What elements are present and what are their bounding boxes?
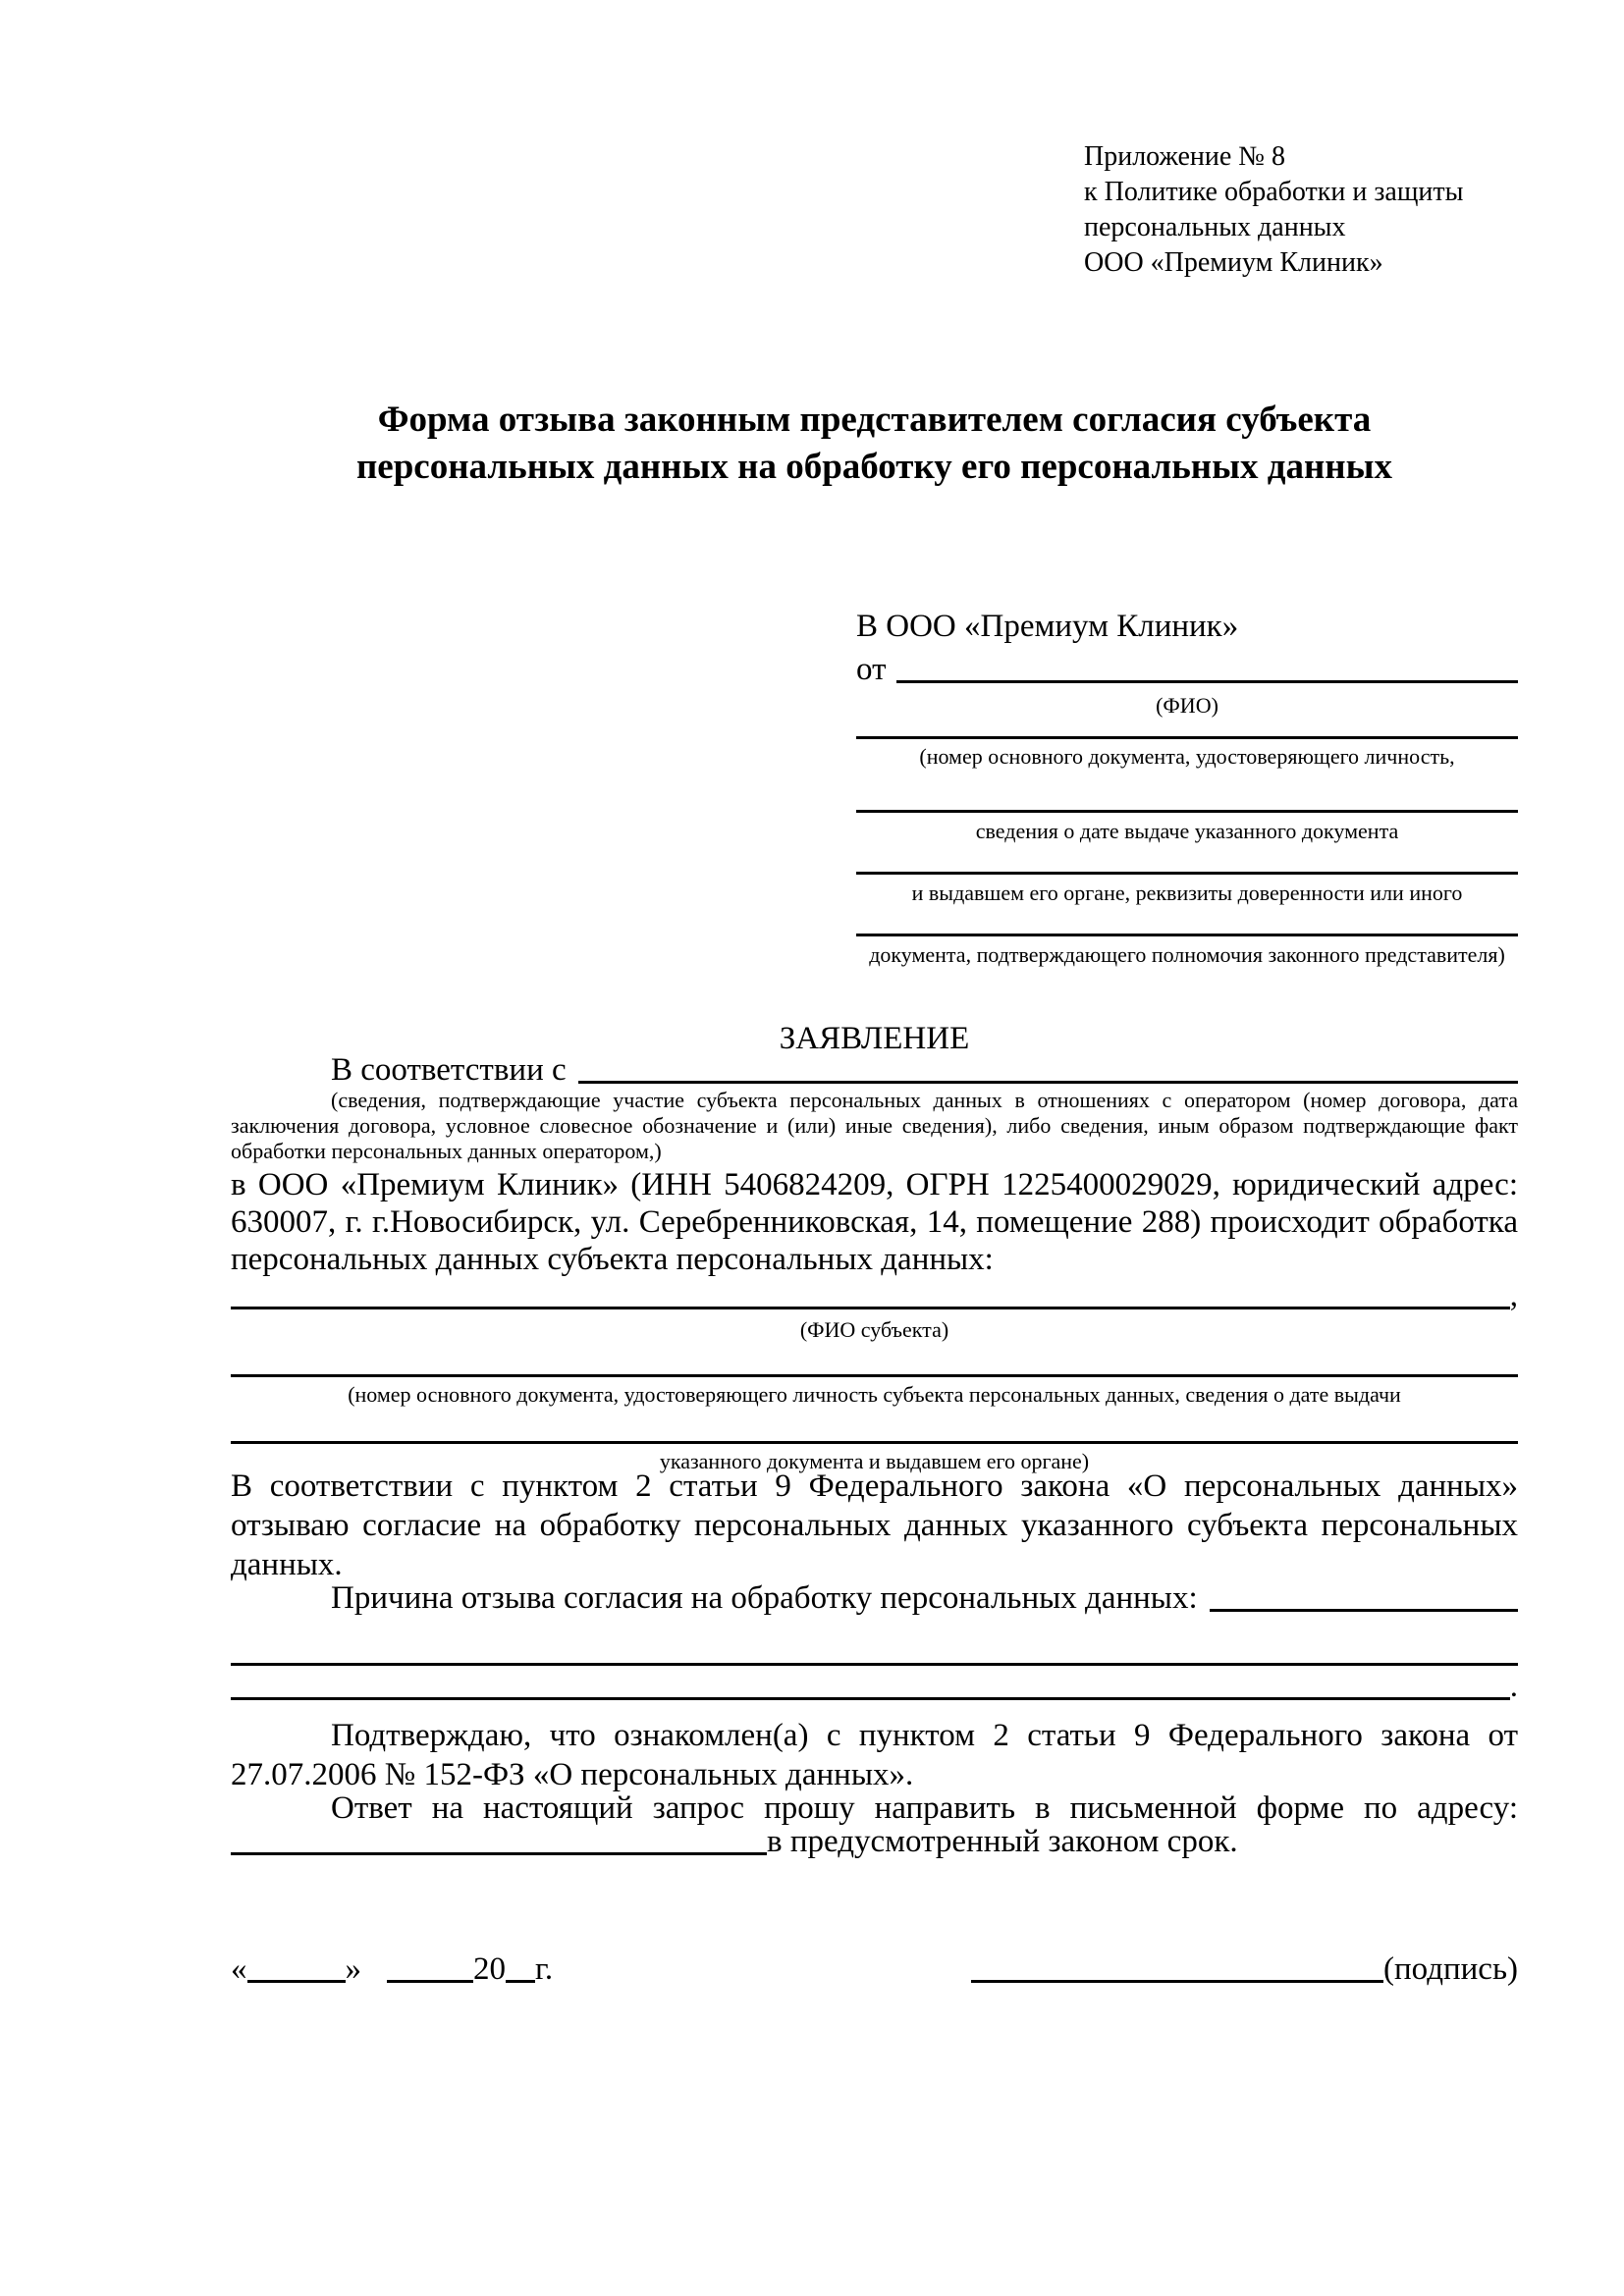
intro-label: В соответствии с [331,1052,567,1088]
reason-extra-row [231,1667,1518,1706]
day-blank [247,1949,346,1983]
subject-fio-caption: (ФИО субъекта) [799,1317,949,1342]
annex-line: Приложение № 8 [1084,141,1285,172]
from-label: от [856,652,887,687]
doc-power-blank [856,934,1518,936]
annex-line: к Политике обработки и защиты [1084,177,1464,207]
doc-caption-3: и выдавшем его органе, реквизиты доверенности или иного [911,881,1463,905]
doc-issue-date-blank [856,810,1518,813]
year-blank [506,1949,535,1983]
signature-line [971,1949,1518,1989]
reason-extra-blank-1 [231,1663,1518,1666]
blank-trailing-period: . [1509,1669,1518,1704]
intro-row [231,1050,1518,1090]
reply-address-blank [231,1822,767,1855]
doc-authority-blank [856,872,1518,875]
statement-heading: ЗАЯВЛЕНИЕ [779,1021,970,1056]
reply-suffix: в предусмотренный законом срок. [767,1824,1238,1859]
subject-fio-blank [231,1276,1510,1309]
subject-doc-caption-2: указанного документа и выдавшем его органе) [659,1449,1090,1473]
title-line-2: персональных данных на обработку его персональных данных [355,447,1392,487]
doc-caption-1: (номер основного документа, удостоверяющего личность, [919,744,1455,769]
subject-doc-blank-2 [231,1441,1518,1444]
reason-blank [1210,1578,1518,1612]
annex-note [1084,139,1463,281]
addressee-from-row [856,650,1518,689]
doc-caption-2: сведения о дате выдаче указанного документа [975,819,1399,843]
date-line [231,1949,553,1989]
document-title [231,397,1518,491]
small-print-note: (сведения, подтверждающие участие субъекта персональных данных в отношениях с оператором (номер договора, дата заключения договора, условное словесное обозначение и (или) иные сведения), либо сведения, иным образом подтверждающие факт обработки персональных данных оператором,) [231,1088,1518,1163]
quote-close: » [345,1951,361,1987]
doc-number-blank [856,736,1518,739]
annex-line: ООО «Премиум Клиник» [1084,247,1383,278]
footer-row [231,1949,1518,1989]
from-name-blank [896,650,1519,683]
subject-trailing-comma: , [1509,1278,1518,1313]
acknowledgment-paragraph: Подтверждаю, что ознакомлен(а) с пунктом 2 статьи 9 Федерального закона от 27.07.2006 № 152-ФЗ «О персональных данных». [231,1718,1518,1792]
signature-caption: (подпись) [1383,1951,1518,1987]
reason-row [231,1578,1518,1618]
intro-blank [578,1050,1518,1084]
signature-blank [971,1949,1383,1983]
quote-open: « [231,1951,247,1987]
doc-caption-4: документа, подтверждающего полномочия законного представителя) [869,942,1505,967]
addressee-to: В ООО «Премиум Клиник» [856,609,1239,644]
reason-label: Причина отзыва согласия на обработку персональных данных: [331,1580,1198,1616]
title-line-1: Форма отзыва законным представителем согласия субъекта [377,400,1372,440]
century-label: 20 [473,1951,506,1987]
reply-address-row [231,1822,1518,1861]
subject-doc-blank-1 [231,1374,1518,1377]
fio-caption: (ФИО) [1156,693,1218,718]
month-blank [387,1949,473,1983]
reply-line: Ответ на настоящий запрос прошу направить в письменной форме по адресу: [331,1790,1518,1826]
reason-extra-blank-2 [231,1667,1510,1700]
annex-line: персональных данных [1084,212,1346,242]
subject-fio-row [231,1276,1518,1315]
withdrawal-paragraph: В соответствии с пунктом 2 статьи 9 Федерального закона «О персональных данных» отзываю согласие на обработку персональных данных указанного субъекта персональных данных. [231,1468,1518,1582]
operator-paragraph: в ООО «Премиум Клиник» (ИНН 5406824209, ОГРН 1225400029029, юридический адрес: 630007, г. г.Новосибирск, ул. Серебренниковская, 14, помещение 288) происходит обработка персональных данных субъекта персональных данных: [231,1167,1518,1277]
subject-doc-caption-1: (номер основного документа, удостоверяющего личность субъекта персональных данных, сведения о дате выдачи [348,1382,1401,1407]
era-label: г. [535,1951,554,1987]
